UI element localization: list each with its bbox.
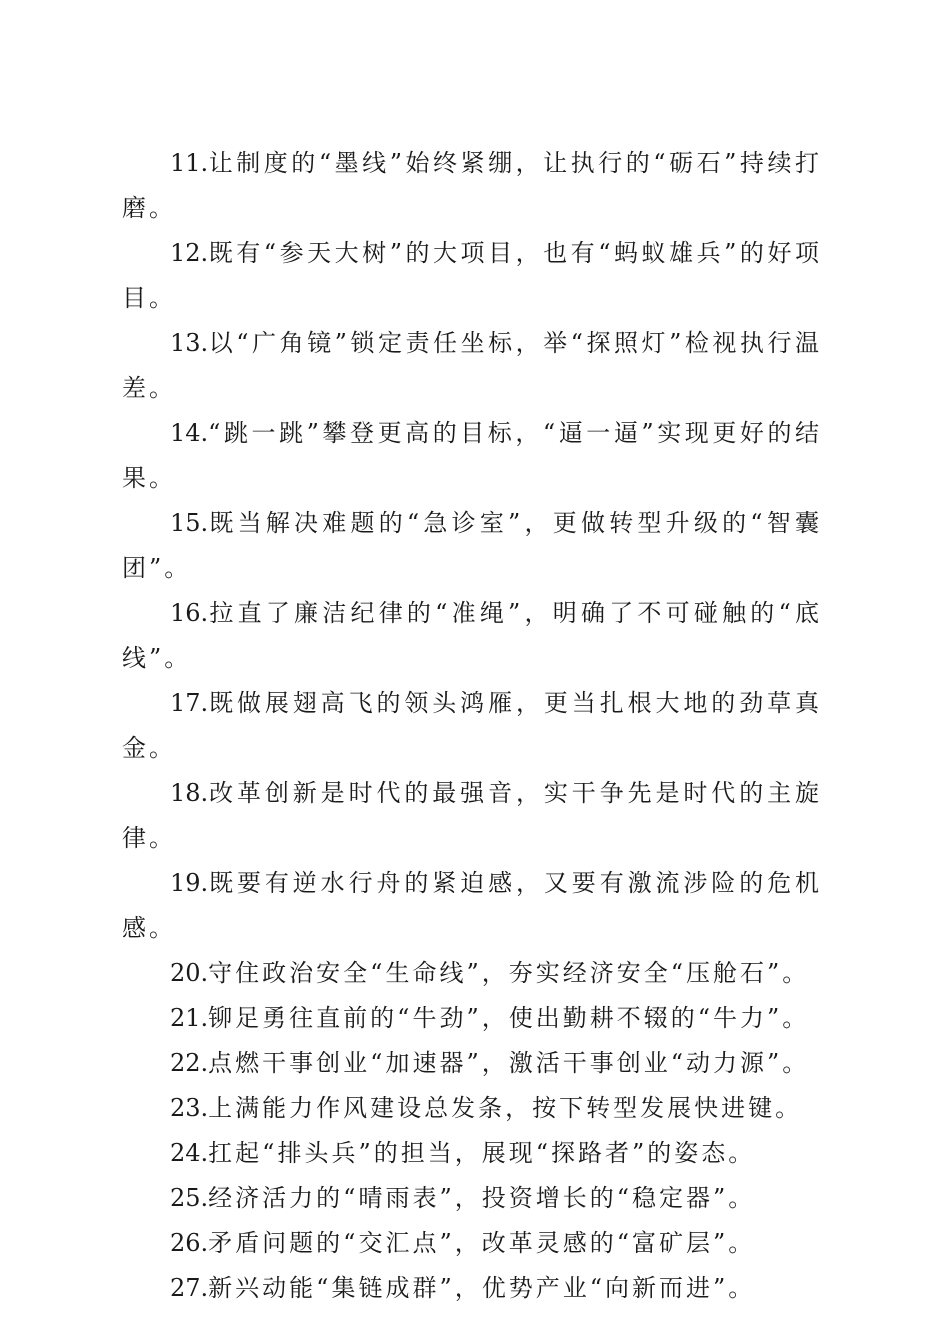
list-item — [122, 1176, 822, 1221]
item-number: 16. — [170, 599, 209, 627]
list-item — [122, 231, 822, 321]
item-number: 18. — [170, 779, 209, 807]
item-text: 新兴动能“集链成群”，优势产业“向新而进”。 — [208, 1274, 756, 1302]
item-number: 13. — [170, 329, 209, 357]
item-number: 26. — [170, 1229, 209, 1257]
item-text: 守住政治安全“生命线”，夯实经济安全“压舱石”。 — [208, 959, 810, 987]
item-text: 既有“参天大树”的大项目，也有“蚂蚁雄兵”的好项目。 — [122, 239, 822, 312]
item-number: 17. — [170, 689, 209, 717]
item-text: 让制度的“墨线”始终紧绷，让执行的“砺石”持续打磨。 — [122, 149, 822, 222]
document-body — [122, 141, 822, 1311]
list-item — [122, 1041, 822, 1086]
list-item — [122, 951, 822, 996]
list-item — [122, 1086, 822, 1131]
item-text: 既当解决难题的“急诊室”，更做转型升级的“智囊团”。 — [122, 509, 822, 582]
item-number: 27. — [170, 1274, 209, 1302]
list-item — [122, 141, 822, 231]
list-item — [122, 681, 822, 771]
item-number: 14. — [170, 419, 209, 447]
item-number: 24. — [170, 1139, 209, 1167]
item-number: 15. — [170, 509, 209, 537]
item-text: 以“广角镜”锁定责任坐标，举“探照灯”检视执行温差。 — [122, 329, 822, 402]
item-number: 11. — [170, 149, 209, 177]
item-text: 既做展翅高飞的领头鸿雁，更当扎根大地的劲草真金。 — [122, 689, 822, 762]
item-text: 矛盾问题的“交汇点”，改革灵感的“富矿层”。 — [208, 1229, 756, 1257]
item-number: 22. — [170, 1049, 209, 1077]
list-item — [122, 501, 822, 591]
list-item — [122, 411, 822, 501]
item-number: 20. — [170, 959, 209, 987]
item-text: 点燃干事创业“加速器”，激活干事创业“动力源”。 — [208, 1049, 810, 1077]
item-number: 12. — [170, 239, 209, 267]
list-item — [122, 1131, 822, 1176]
item-text: “跳一跳”攀登更高的目标，“逼一逼”实现更好的结果。 — [122, 419, 822, 492]
list-item — [122, 1221, 822, 1266]
item-text: 拉直了廉洁纪律的“准绳”，明确了不可碰触的“底线”。 — [122, 599, 822, 672]
item-text: 既要有逆水行舟的紧迫感，又要有激流涉险的危机感。 — [122, 869, 822, 942]
item-text: 改革创新是时代的最强音，实干争先是时代的主旋律。 — [122, 779, 822, 852]
item-number: 19. — [170, 869, 209, 897]
list-item — [122, 591, 822, 681]
item-text: 上满能力作风建设总发条，按下转型发展快进键。 — [208, 1094, 803, 1122]
list-item — [122, 996, 822, 1041]
list-item — [122, 321, 822, 411]
item-number: 21. — [170, 1004, 209, 1032]
list-item — [122, 771, 822, 861]
item-number: 25. — [170, 1184, 209, 1212]
list-item — [122, 1266, 822, 1311]
item-text: 经济活力的“晴雨表”，投资增长的“稳定器”。 — [208, 1184, 756, 1212]
item-number: 23. — [170, 1094, 209, 1122]
list-item — [122, 861, 822, 951]
item-text: 扛起“排头兵”的担当，展现“探路者”的姿态。 — [208, 1139, 756, 1167]
item-text: 铆足勇往直前的“牛劲”，使出勤耕不辍的“牛力”。 — [208, 1004, 810, 1032]
